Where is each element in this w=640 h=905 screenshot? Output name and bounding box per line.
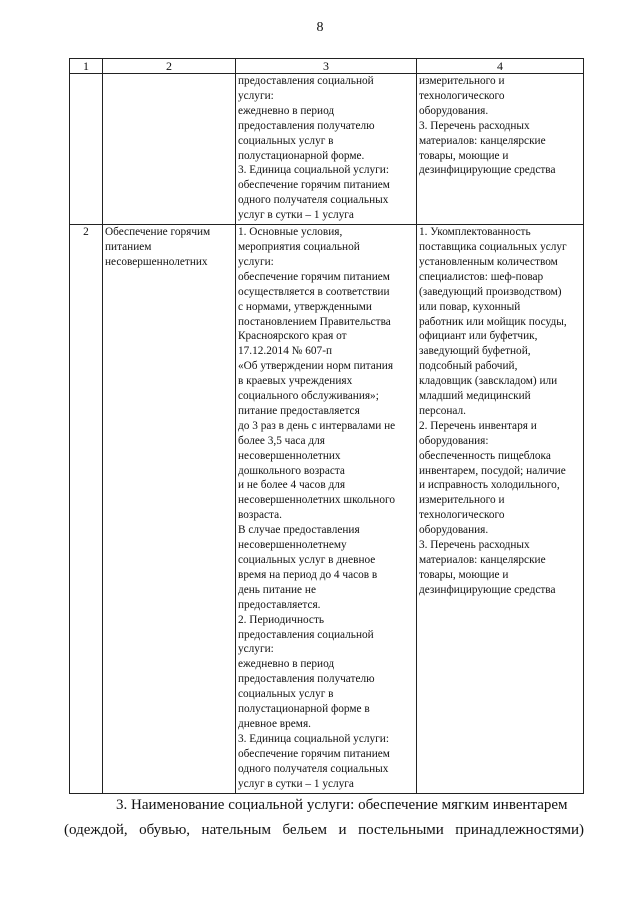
cell-line: инвентарем, посудой; наличие	[419, 464, 566, 477]
cell-line: мероприятия социальной	[238, 240, 360, 253]
cell-line: предоставления получателю	[238, 119, 375, 132]
cell-line: предоставления получателю	[238, 673, 375, 686]
cell-line: или повар, кухонный	[419, 300, 521, 313]
cell-line: В случае предоставления	[238, 524, 360, 537]
cell-line: дошкольного возраста	[238, 464, 345, 477]
cell-line: установленным количеством	[419, 255, 558, 268]
conditions-cell	[236, 225, 417, 793]
heading-line: 3. Наименование социальной услуги: обеспечение мягким инвентарем	[116, 797, 568, 813]
service-name-cell	[103, 74, 236, 225]
resources-cell	[417, 225, 584, 793]
cell-line: измерительного и	[419, 75, 505, 87]
services-table	[69, 58, 584, 794]
cell-line: питание предоставляется	[238, 404, 360, 417]
cell-line: социального обслуживания»;	[238, 390, 379, 403]
cell-line: обеспечение горячим питанием	[238, 747, 390, 760]
heading-line: (одеждой, обувью, нательным бельем и постельными принадлежностями)	[64, 822, 584, 838]
column-header: 3	[236, 59, 417, 74]
cell-line: социальных услуг в дневное	[238, 554, 376, 566]
cell-line: Обеспечение горячим	[105, 226, 211, 239]
cell-line: 3. Перечень расходных	[419, 539, 530, 552]
cell-line: несовершеннолетних школьного	[238, 494, 395, 507]
column-header: 2	[103, 59, 236, 74]
cell-line: и не более 4 часов для	[238, 479, 346, 492]
cell-line: технологического	[419, 89, 505, 102]
cell-line: обеспечение горячим питанием	[238, 179, 390, 192]
section-heading	[64, 793, 584, 843]
table-header-row	[70, 59, 584, 74]
table-row	[70, 74, 584, 225]
cell-line: социальных услуг в	[238, 134, 334, 147]
cell-line: услуги:	[238, 89, 274, 102]
service-name-cell	[103, 225, 236, 793]
cell-line: услуги:	[238, 643, 274, 656]
cell-line: услуг в сутки – 1 услуга	[238, 209, 354, 222]
cell-line: технологического	[419, 509, 505, 522]
cell-line: более 3,5 часа для	[238, 434, 325, 447]
resources-cell	[417, 74, 584, 225]
cell-line: ежедневно в период	[238, 658, 335, 671]
cell-line: предоставления социальной	[238, 75, 374, 87]
cell-line: оборудования:	[419, 434, 489, 447]
cell-line: дезинфицирующие средства	[419, 583, 556, 596]
page-number: 8	[316, 20, 324, 35]
cell-line: постановлением Правительства	[238, 315, 391, 328]
column-header: 4	[417, 59, 584, 74]
cell-line: одного получателя социальных	[238, 762, 389, 775]
cell-line: 2. Перечень инвентаря и	[419, 419, 537, 432]
cell-line: несовершеннолетнему	[238, 539, 347, 552]
cell-line: несовершеннолетних	[105, 255, 208, 268]
cell-line: до 3 раз в день с интервалами не	[238, 419, 396, 432]
cell-line: 3. Единица социальной услуги:	[238, 164, 389, 177]
cell-line: день питание не	[238, 583, 316, 596]
cell-line: кладовщик (завскладом) или	[419, 375, 558, 388]
cell-line: время на период до 4 часов в	[238, 568, 378, 581]
cell-line: измерительного и	[419, 494, 505, 507]
cell-line: подсобный рабочий,	[419, 360, 518, 373]
cell-line: полустационарной форме.	[238, 149, 365, 162]
cell-line: (заведующий производством)	[419, 285, 562, 298]
cell-line: с нормами, утвержденными	[238, 300, 372, 313]
cell-line: осуществляется в соответствии	[238, 285, 390, 298]
cell-line: 1. Укомплектованность	[419, 226, 531, 239]
cell-line: оборудования.	[419, 524, 489, 537]
conditions-cell	[236, 74, 417, 225]
cell-line: полустационарной форме в	[238, 703, 370, 716]
cell-line: питанием	[105, 240, 152, 253]
cell-line: и исправность холодильного,	[419, 479, 560, 492]
cell-line: 17.12.2014 № 607-п	[238, 345, 333, 358]
cell-line: «Об утверждении норм питания	[238, 360, 394, 373]
cell-line: в краевых учреждениях	[238, 375, 353, 388]
cell-line: 3. Единица социальной услуги:	[238, 732, 389, 745]
cell-line: обеспечение горячим питанием	[238, 270, 390, 283]
cell-line: специалистов: шеф-повар	[419, 270, 544, 283]
cell-line: дневное время.	[238, 717, 311, 730]
cell-line: обеспеченность пищеблока	[419, 449, 551, 462]
cell-line: официант или буфетчик,	[419, 330, 538, 343]
table-row	[70, 225, 584, 793]
cell-line: 1. Основные условия,	[238, 226, 343, 239]
cell-line: Красноярского края от	[238, 330, 347, 343]
cell-line: социальных услуг в	[238, 688, 334, 701]
cell-line: услуги:	[238, 255, 274, 268]
row-number-cell: 2	[70, 225, 103, 793]
cell-line: предоставления социальной	[238, 628, 374, 641]
cell-line: заведующий буфетной,	[419, 345, 531, 358]
cell-line: услуг в сутки – 1 услуга	[238, 777, 354, 790]
cell-line: материалов: канцелярские	[419, 554, 546, 566]
cell-line: персонал.	[419, 404, 466, 417]
cell-line: возраста.	[238, 509, 282, 522]
cell-line: работник или мойщик посуды,	[419, 315, 567, 328]
row-number-cell	[70, 74, 103, 225]
cell-line: товары, моющие и	[419, 149, 509, 162]
cell-line: поставщика социальных услуг	[419, 240, 567, 253]
cell-line: несовершеннолетних	[238, 449, 341, 462]
cell-line: 3. Перечень расходных	[419, 119, 530, 132]
column-header: 1	[70, 59, 103, 74]
cell-line: 2. Периодичность	[238, 613, 325, 626]
cell-line: дезинфицирующие средства	[419, 164, 556, 177]
cell-line: одного получателя социальных	[238, 194, 389, 207]
cell-line: ежедневно в период	[238, 104, 335, 117]
cell-line: оборудования.	[419, 104, 489, 117]
cell-line: товары, моющие и	[419, 568, 509, 581]
cell-line: материалов: канцелярские	[419, 134, 546, 147]
cell-line: младший медицинский	[419, 390, 531, 403]
cell-line: предоставляется.	[238, 598, 321, 611]
